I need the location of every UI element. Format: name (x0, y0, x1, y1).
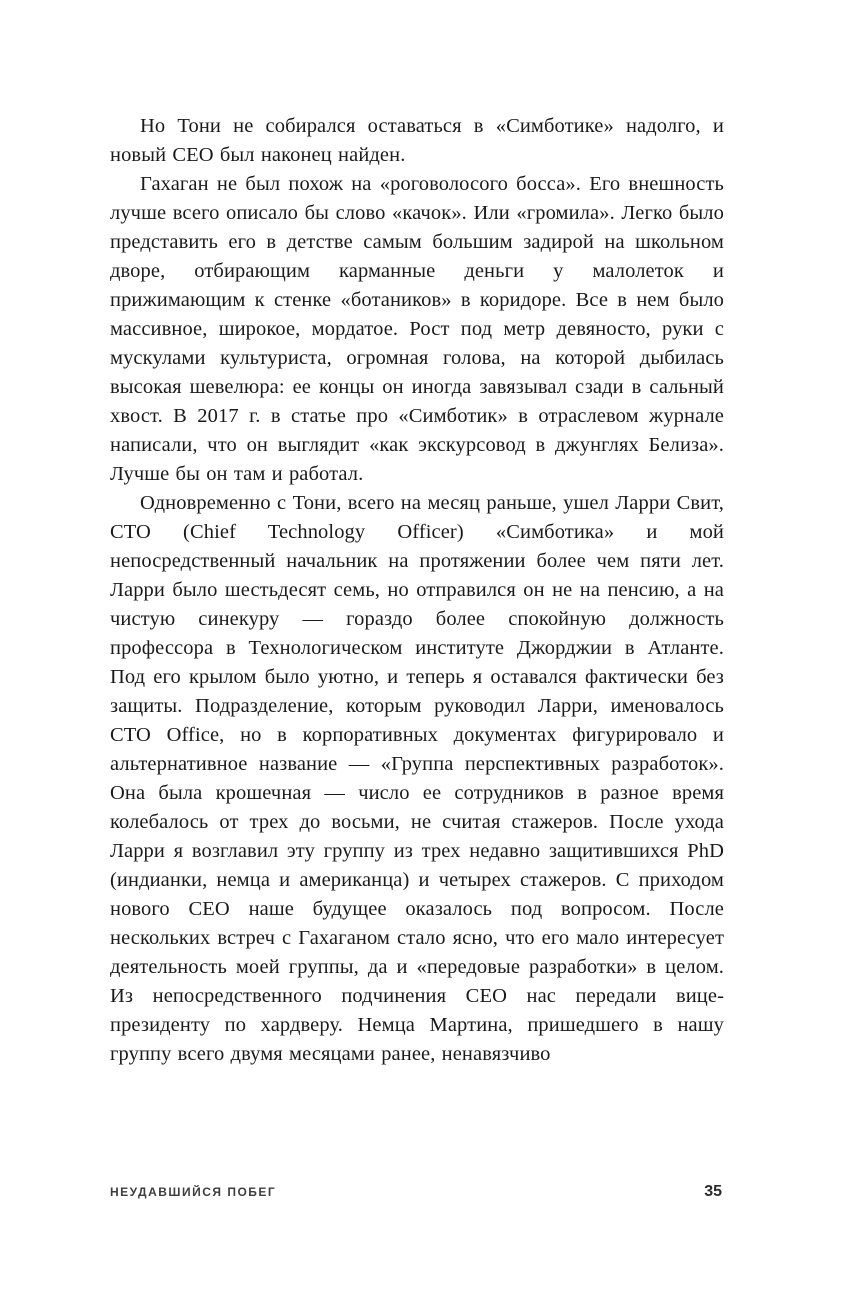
page-footer (110, 1183, 722, 1201)
paragraph: Но Тони не собирался оставаться в «Симботике» надолго, и новый CEO был наконец найден. (110, 115, 724, 166)
paragraph: Гахаган не был похож на «роговолосого босса». Его внешность лучше всего описало бы слово «качок». Или «громила». Легко было представить его в детстве самым большим задирой на школьном дворе, отбирающим карманные деньги у малолеток и прижимающим к стенке «ботаников» в коридоре. Все в нем было массивное, широкое, мордатое. Рост под метр девяносто, руки с мускулами культуриста, огромная голова, на которой дыбилась высокая шевелюра: ее концы он иногда завязывал сзади в сальный хвост. В 2017 г. в статье про «Симботик» в отраслевом журнале написали, что он выглядит «как экскурсовод в джунглях Белиза». Лучше бы он там и работал. (110, 173, 724, 485)
page-body-text (110, 112, 724, 1069)
running-title: НЕУДАВШИЙСЯ ПОБЕГ (110, 1185, 277, 1199)
page-number: 35 (704, 1183, 722, 1200)
paragraph: Одновременно с Тони, всего на месяц раньше, ушел Ларри Свит, CTO (Chief Technology Officer) «Симботика» и мой непосредственный начальник на протяжении более чем пяти лет. Ларри было шестьдесят семь, но отправился он не на пенсию, а на чистую синекуру — гораздо более спокойную должность профессора в Технологическом институте Джорджии в Атланте. Под его крылом было уютно, и теперь я оставался фактически без защиты. Подразделение, которым руководил Ларри, именовалось CTO Office, но в корпоративных документах фигурировало и альтернативное название — «Группа перспективных разработок». Она была крошечная — число ее сотрудников в разное время колебалось от трех до восьми, не считая стажеров. После ухода Ларри я возглавил эту группу из трех недавно защитившихся PhD (индианки, немца и американца) и четырех стажеров. С приходом нового CEO наше будущее оказалось под вопросом. После нескольких встреч с Гахаганом стало ясно, что его мало интересует деятельность моей группы, да и «передовые разработки» в целом. Из непосредственного подчинения CEO нас передали вице-президенту по хардверу. Немца Мартина, пришедшего в нашу группу всего двумя месяцами ранее, ненавязчиво (110, 492, 724, 1065)
